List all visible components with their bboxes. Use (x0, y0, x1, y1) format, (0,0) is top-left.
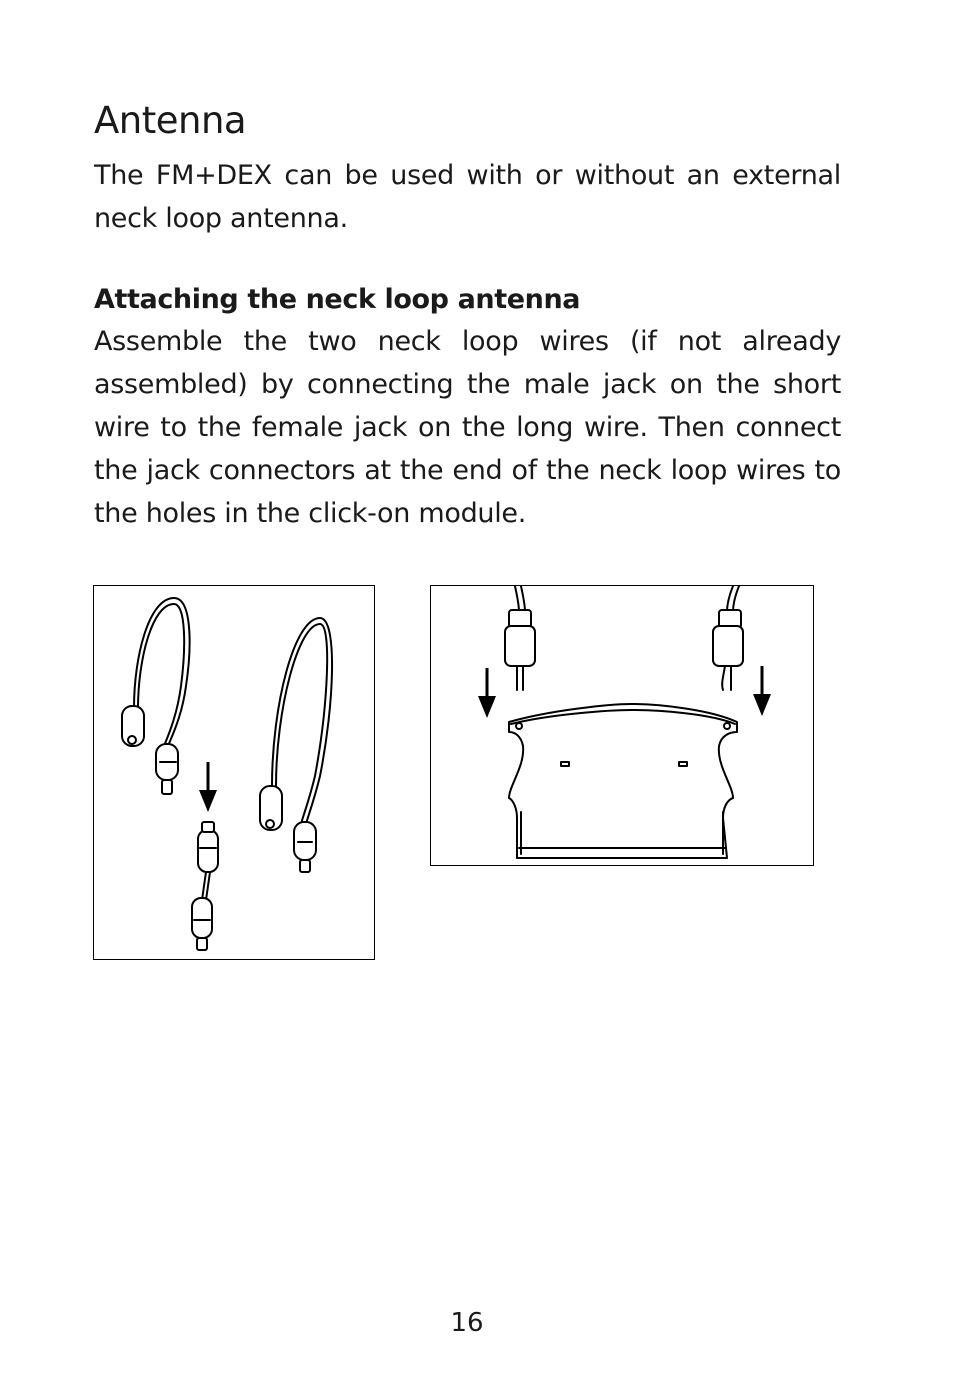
neck-loop-wires-figure (93, 585, 375, 960)
click-on-module-figure (430, 585, 814, 866)
section-body: Assemble the two neck loop wires (if not already assembled) by connecting the male jack on the short wire to the female jack on the long wire. Then connect the jack connectors at the end of the neck loop wires to the holes in the click-on module. (94, 326, 841, 529)
intro-paragraph: The FM+DEX can be used with or without an external neck loop antenna. (94, 160, 841, 234)
down-arrow-icon (199, 762, 217, 812)
short-wire-icon (122, 598, 190, 794)
down-arrow-icon (478, 668, 496, 718)
jack-connector-icon (505, 586, 535, 690)
joined-jack-icon (192, 822, 218, 950)
page-number: 16 (450, 1308, 484, 1338)
section-heading: Attaching the neck loop antenna (94, 284, 581, 315)
page-title: Antenna (94, 99, 247, 142)
long-wire-icon (260, 618, 332, 872)
click-on-module-icon (509, 704, 737, 858)
down-arrow-icon (753, 666, 771, 716)
jack-connector-icon (713, 586, 743, 690)
